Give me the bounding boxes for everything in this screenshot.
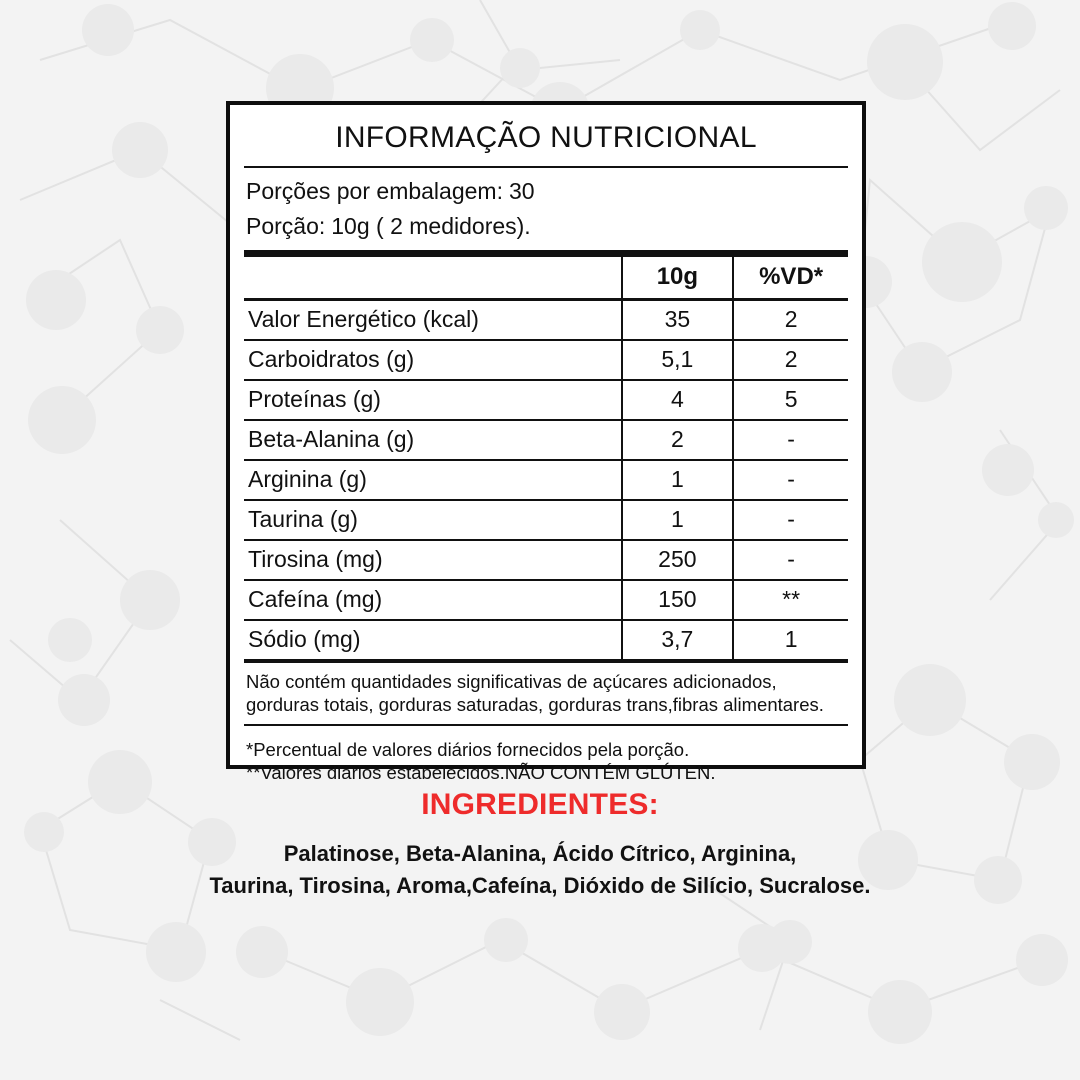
table-header-row <box>244 257 848 300</box>
nutrient-dv: ** <box>733 580 848 620</box>
nutrient-amount: 150 <box>622 580 734 620</box>
nutrient-dv: 2 <box>733 300 848 341</box>
nutrition-facts-panel <box>226 101 866 784</box>
nutrient-amount: 3,7 <box>622 620 734 661</box>
table-row <box>244 500 848 540</box>
table-row <box>244 580 848 620</box>
ingredients-line-2: Taurina, Tirosina, Aroma,Cafeína, Dióxido de Silício, Sucralose. <box>209 872 871 898</box>
nutrition-table-header <box>244 257 848 300</box>
nutrient-name: Valor Energético (kcal) <box>244 300 622 341</box>
portion-label: Porção: <box>246 213 326 240</box>
portion-row <box>244 209 848 250</box>
nutrient-name: Carboidratos (g) <box>244 340 622 380</box>
nutrient-amount: 4 <box>622 380 734 420</box>
ingredients-line-1: Palatinose, Beta-Alanina, Ácido Cítrico, Arginina, <box>283 841 797 866</box>
nutrient-amount: 2 <box>622 420 734 460</box>
nutrition-table-body <box>244 300 848 662</box>
nutrient-amount: 1 <box>622 500 734 540</box>
not-significant-note-line1: Não contém quantidades significativas de açúcares adicionados, <box>246 671 777 693</box>
table-row <box>244 380 848 420</box>
nutrient-name: Taurina (g) <box>244 500 622 540</box>
table-row <box>244 460 848 500</box>
table-row <box>244 620 848 661</box>
nutrient-name: Arginina (g) <box>244 460 622 500</box>
table-top-divider <box>244 250 848 257</box>
header-daily-value: %VD* <box>733 257 848 300</box>
footnotes <box>244 726 848 784</box>
nutrient-name: Tirosina (mg) <box>244 540 622 580</box>
panel-title: INFORMAÇÃO NUTRICIONAL <box>335 121 757 154</box>
nutrient-name: Cafeína (mg) <box>244 580 622 620</box>
nutrient-dv: 1 <box>733 620 848 661</box>
nutrition-table <box>244 257 848 663</box>
nutrient-amount: 250 <box>622 540 734 580</box>
table-row <box>244 540 848 580</box>
footnote-daily-values: *Percentual de valores diários fornecidos pela porção. <box>246 739 690 761</box>
table-row <box>244 420 848 460</box>
portion-value: 10g ( 2 medidores). <box>331 213 531 240</box>
nutrient-name: Sódio (mg) <box>244 620 622 661</box>
servings-per-package-value: 30 <box>508 178 535 204</box>
footnote-gluten: **Valores diários estabelecidos.NÃO CONTÉM GLÚTEN. <box>246 762 716 784</box>
ingredients-title: INGREDIENTES: <box>421 788 659 821</box>
nutrient-amount: 35 <box>622 300 734 341</box>
nutrient-dv: 2 <box>733 340 848 380</box>
not-significant-note <box>244 663 848 716</box>
header-amount: 10g <box>622 257 734 300</box>
servings-per-package-row <box>244 168 848 209</box>
servings-per-package-label: Porções por embalagem: <box>246 178 503 204</box>
nutrient-amount: 1 <box>622 460 734 500</box>
nutrient-name: Proteínas (g) <box>244 380 622 420</box>
nutrient-amount: 5,1 <box>622 340 734 380</box>
not-significant-note-line2: gorduras totais, gorduras saturadas, gorduras trans,fibras alimentares. <box>246 694 824 716</box>
nutrient-dv: 5 <box>733 380 848 420</box>
nutrient-name: Beta-Alanina (g) <box>244 420 622 460</box>
table-row <box>244 300 848 341</box>
nutrient-dv: - <box>733 460 848 500</box>
nutrient-dv: - <box>733 420 848 460</box>
nutrient-dv: - <box>733 500 848 540</box>
table-row <box>244 340 848 380</box>
nutrient-dv: - <box>733 540 848 580</box>
ingredients-list <box>150 838 930 902</box>
header-nutrient <box>244 257 622 300</box>
